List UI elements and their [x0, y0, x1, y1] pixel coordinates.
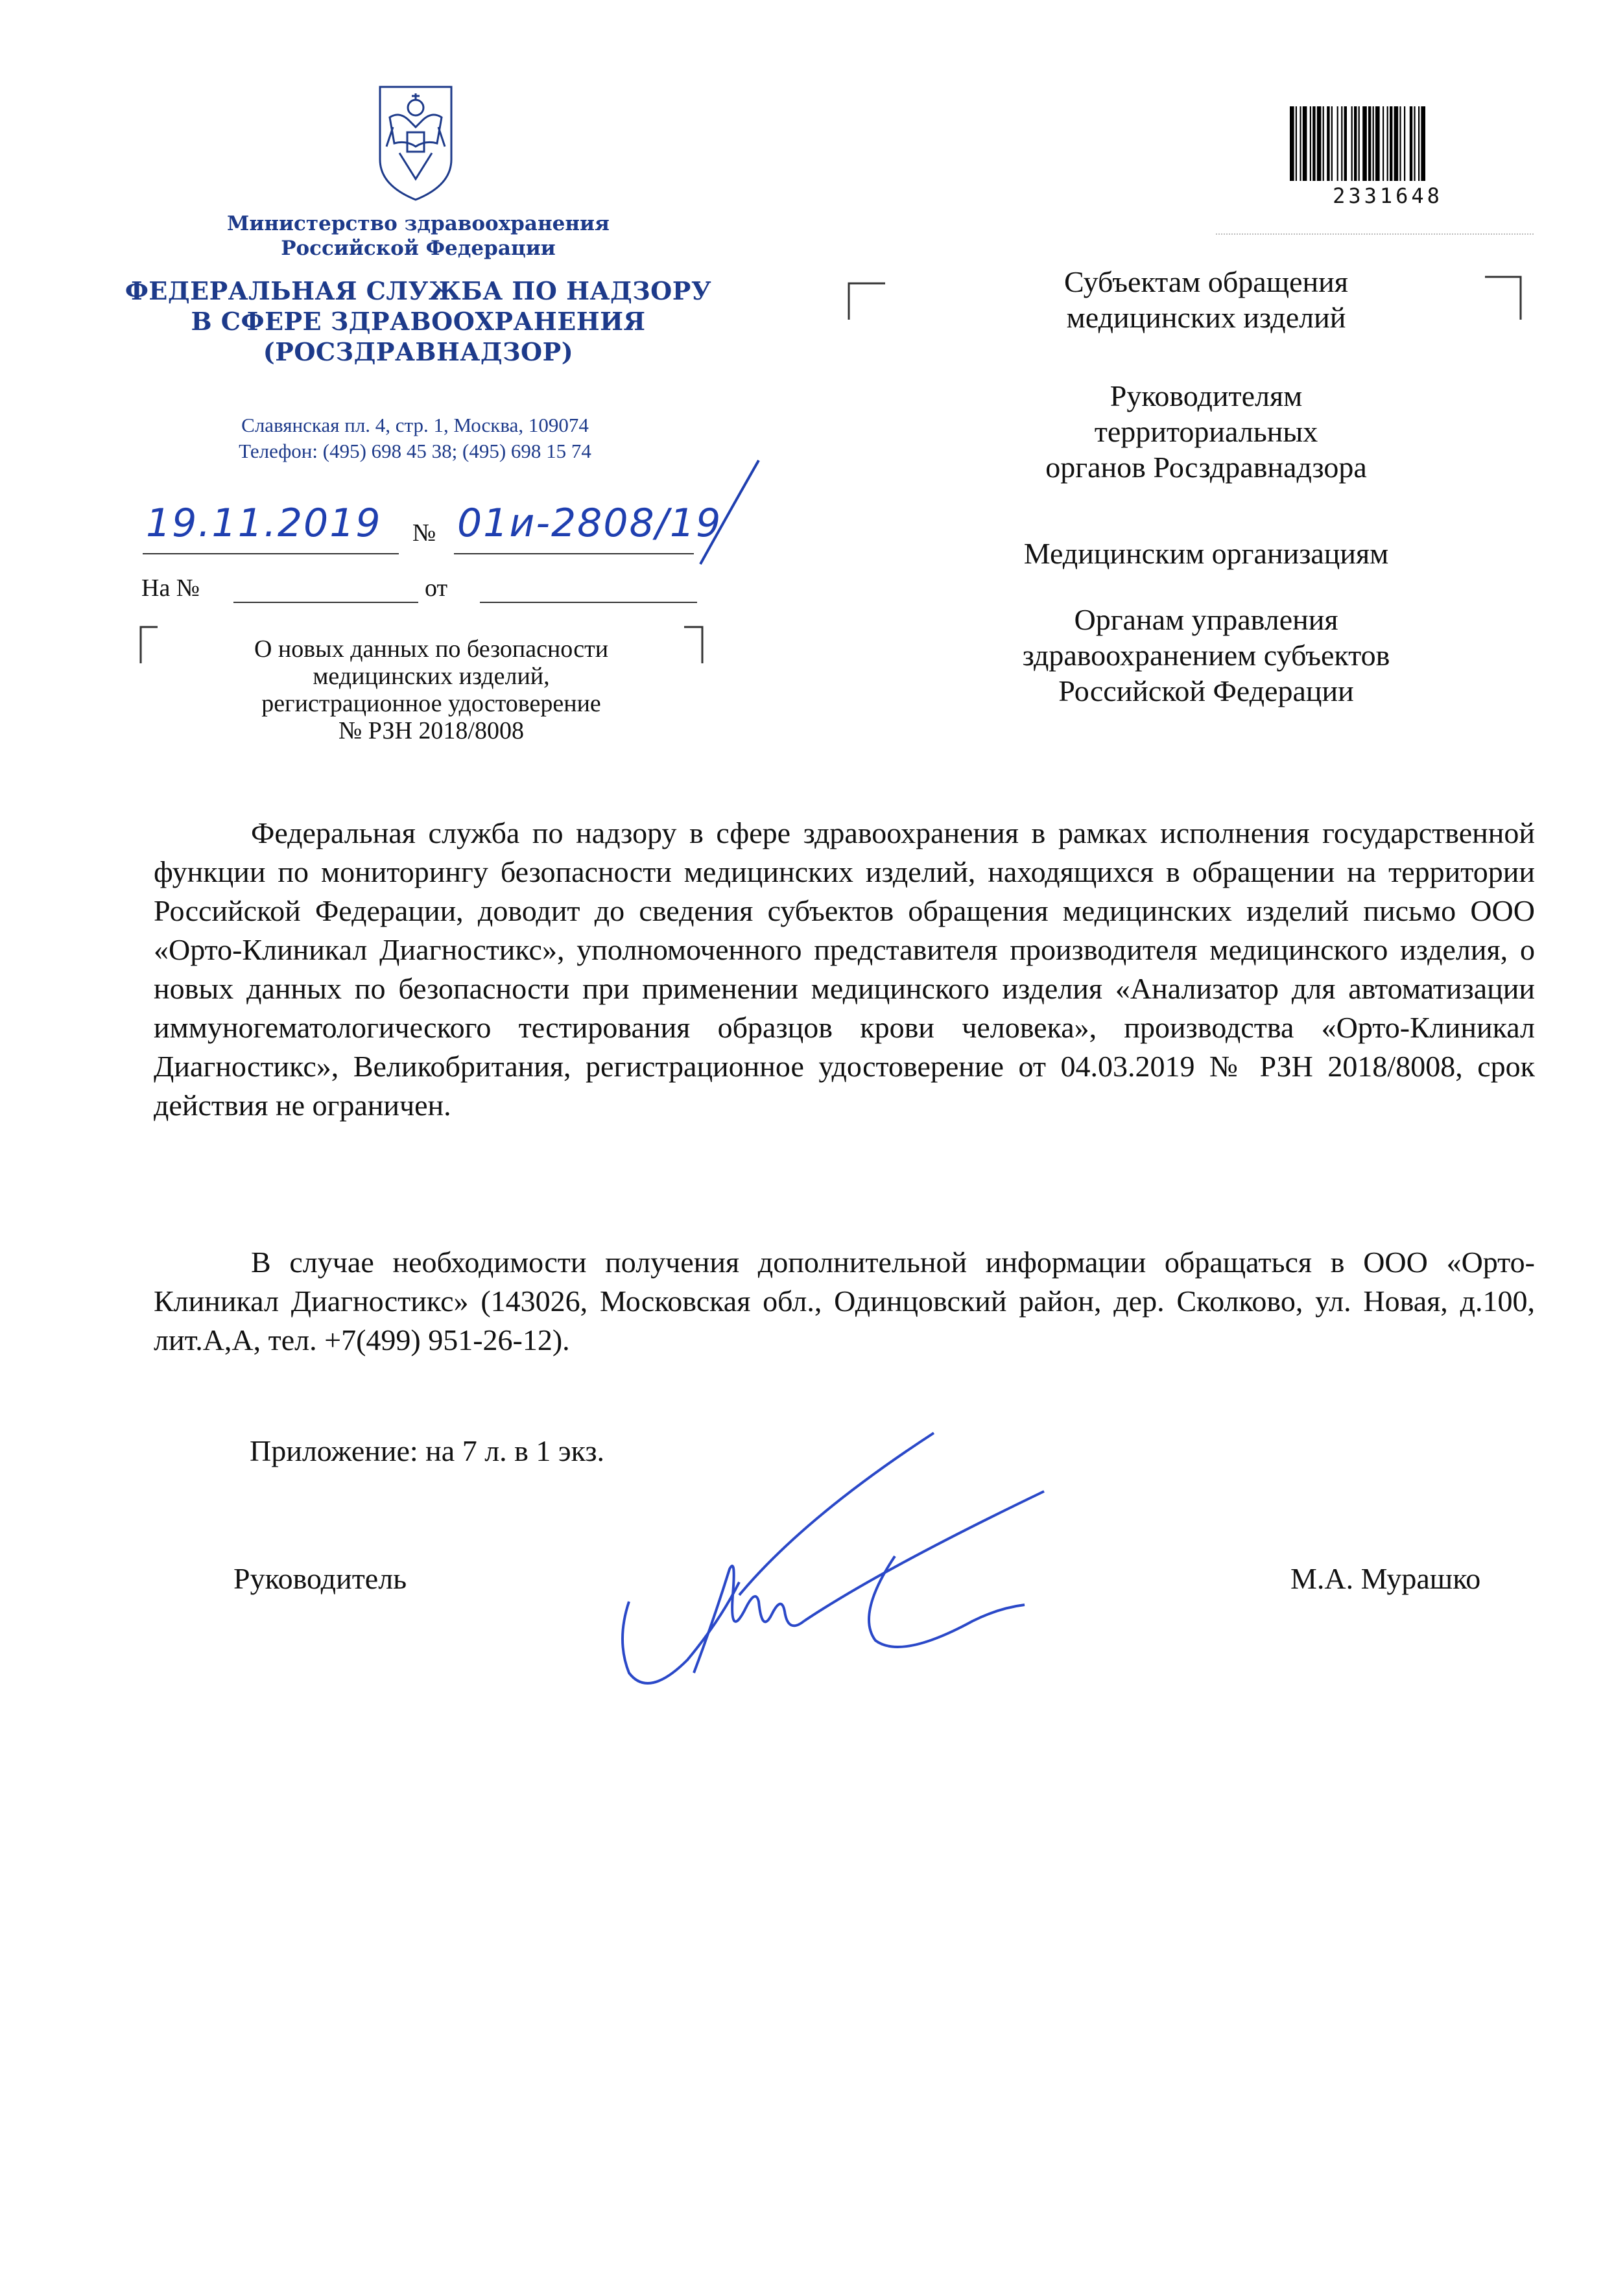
addressee-2	[882, 378, 1530, 485]
registration-number: 01и-2808/19	[457, 501, 722, 546]
barcode	[1287, 106, 1488, 181]
barcode-bar	[1359, 106, 1360, 181]
addressee-line: территориальных	[1094, 415, 1318, 448]
state-emblem-icon	[361, 82, 471, 204]
reply-underline	[233, 602, 418, 603]
barcode-bar	[1368, 106, 1371, 181]
barcode-bar	[1341, 106, 1342, 181]
barcode-bar	[1327, 106, 1329, 181]
barcode-bar	[1362, 106, 1367, 181]
barcode-number: 2331648	[1333, 183, 1443, 208]
subject-line: № РЗН 2018/8008	[338, 717, 524, 744]
barcode-bar	[1337, 106, 1338, 181]
barcode-bar	[1421, 106, 1425, 181]
addressee-line: медицинских изделий	[1066, 301, 1346, 334]
barcode-bar	[1373, 106, 1374, 181]
body-paragraph-1: Федеральная служба по надзору в сфере здравоохранения в рамках исполнения государственной функции по мониторингу безопасности медицинских изделий, находящихся в обращении на территории Российской Федерации, доводит до сведения субъектов обращения медицинских изделий письмо ООО «Орто-Клиникал Диагностикс», уполномоченного представителя производителя медицинского изделия, о новых данных по безопасности при применении медицинского изделия «Анализатор для автоматизации иммуногематологического тестирования образцов крови человека», производства «Орто-Клиникал Диагностикс», Великобритания, регистрационное удостоверение от 04.03.2019 № РЗН 2018/8008, срок действия не ограничен.	[154, 816, 1535, 1122]
barcode-bar	[1323, 106, 1324, 181]
barcode-bar	[1331, 106, 1333, 181]
signatory-name: М.А. Мурашко	[1290, 1562, 1481, 1595]
letter-subject	[146, 635, 717, 744]
barcode-bar	[1375, 106, 1380, 181]
barcode-divider	[1216, 233, 1534, 235]
date-underline	[143, 553, 399, 554]
address-line: Телефон: (495) 698 45 38; (495) 698 15 74	[239, 440, 591, 462]
addressee-line: Органам управления	[1074, 603, 1338, 636]
from-label: от	[425, 574, 448, 602]
subject-line: О новых данных по безопасности	[254, 635, 609, 663]
service-line: В СФЕРЕ ЗДРАВООХРАНЕНИЯ	[191, 307, 646, 336]
signatory-position: Руководитель	[233, 1562, 407, 1595]
service-line: ФЕДЕРАЛЬНАЯ СЛУЖБА ПО НАДЗОРУ	[125, 276, 712, 305]
barcode-bar	[1300, 106, 1301, 181]
addressee-3	[882, 536, 1530, 571]
addressee-line: Российской Федерации	[1058, 674, 1354, 707]
barcode-bar	[1399, 106, 1401, 181]
addressee-line: Субъектам обращения	[1064, 265, 1348, 298]
barcode-bar	[1296, 106, 1297, 181]
barcode-bar	[1418, 106, 1419, 181]
addressee-line: Медицинским организациям	[1023, 537, 1389, 570]
barcode-bar	[1290, 106, 1294, 181]
ministry-line: Российской Федерации	[281, 237, 556, 260]
barcode-bar	[1310, 106, 1311, 181]
barcode-bar	[1404, 106, 1405, 181]
registration-date: 19.11.2019	[146, 501, 382, 546]
addressee-corner-left	[848, 282, 886, 321]
handwritten-signature	[610, 1426, 1076, 1712]
barcode-bar	[1303, 106, 1307, 181]
barcode-bar	[1394, 106, 1399, 181]
barcode-bar	[1383, 106, 1384, 181]
addressee-1	[882, 264, 1530, 335]
number-sign: №	[412, 519, 436, 547]
service-name	[110, 276, 726, 367]
body-paragraph-2: В случае необходимости получения дополнительной информации обращаться в ООО «Орто-Клиникал Диагностикс» (143026, Московская обл., Одинцовский район, дер. Сколково, ул. Новая, д.100, лит.А,А, тел. +7(499) 951-26-12).	[154, 1246, 1535, 1356]
subject-line: медицинских изделий,	[313, 663, 550, 690]
barcode-bar	[1351, 106, 1353, 181]
from-underline	[480, 602, 697, 603]
subject-line: регистрационное удостоверение	[261, 690, 601, 717]
barcode-bar	[1410, 106, 1412, 181]
address-line: Славянская пл. 4, стр. 1, Москва, 109074	[241, 414, 589, 436]
barcode-bar	[1387, 106, 1388, 181]
number-slash-stroke	[687, 454, 765, 571]
barcode-bar	[1414, 106, 1415, 181]
attachment-note: Приложение: на 7 л. в 1 экз.	[250, 1434, 605, 1467]
reply-label: На №	[141, 574, 200, 602]
addressee-line: здравоохранением субъектов	[1022, 639, 1390, 672]
service-address	[130, 412, 700, 464]
barcode-bar	[1390, 106, 1392, 181]
barcode-bar	[1317, 106, 1322, 181]
barcode-bar	[1312, 106, 1315, 181]
ministry-name	[162, 211, 674, 261]
addressee-line: органов Росздравнадзора	[1045, 451, 1367, 484]
number-underline	[454, 553, 694, 554]
barcode-bar	[1344, 106, 1347, 181]
ministry-line: Министерство здравоохранения	[227, 212, 610, 235]
addressee-line: Руководителям	[1110, 379, 1303, 412]
barcode-bar	[1354, 106, 1357, 181]
addressee-4	[882, 602, 1530, 709]
service-line: (РОСЗДРАВНАДЗОР)	[263, 337, 574, 366]
